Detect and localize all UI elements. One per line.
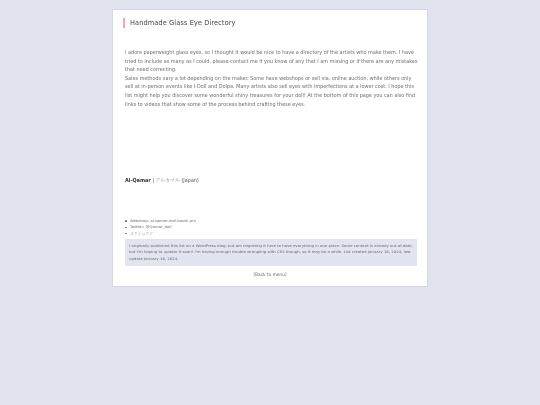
intro-text	[125, 49, 419, 109]
info-note-text: I originally published this list on a WordPress blog, but am migrating it here to have everything in one place. Some content is already out-of-date, but I'm hoping to update it soon! I'm having enough trouble wrangling with CSS though, so it may be a while. List created January 16, 2024, last update January 16, 2024.	[129, 243, 413, 261]
webshop-link[interactable]: Webshop: al-qamar-doll.booth.pm	[125, 218, 196, 224]
title-accent-bar	[123, 18, 125, 28]
auction-link[interactable]: オクショウク	[125, 231, 196, 237]
artist-name: Al-Qamar	[125, 178, 151, 184]
twitter-link[interactable]: Twitter: @Qamar_doll	[125, 224, 196, 230]
artist-separator: |	[152, 178, 154, 184]
artist-heading	[125, 177, 199, 184]
content-card	[112, 9, 428, 287]
artist-country: (Japan)	[181, 178, 199, 184]
page-title: Handmade Glass Eye Directory	[130, 19, 236, 27]
intro-paragraph-1: I adore paperweight glass eyes, so I thought it would be nice to have a directory of the artists who make them. I have tried to include as many as I could, please contact me if you know of any that I am missing or if there are any mistakes that need correcting.	[125, 50, 418, 74]
intro-paragraph-2: Sales methods vary a lot depending on the maker. Some have webshops or sell via. online auction, while others only sell at in-person events like I-Doll and Dolpa. Many artists also sell eyes with imperfections at a lower cost. I hope this list might help you discover some wonderful shiny treasures for your doll! At the bottom of this page you can also find links to videos that show some of the process behind crafting these eyes.	[125, 75, 416, 108]
info-note	[125, 239, 417, 266]
back-to-menu-link[interactable]: [Back to menu]	[253, 273, 287, 278]
artist-name-jp: アルカマル	[155, 178, 180, 184]
artist-links	[125, 218, 196, 237]
page-header	[123, 18, 236, 28]
